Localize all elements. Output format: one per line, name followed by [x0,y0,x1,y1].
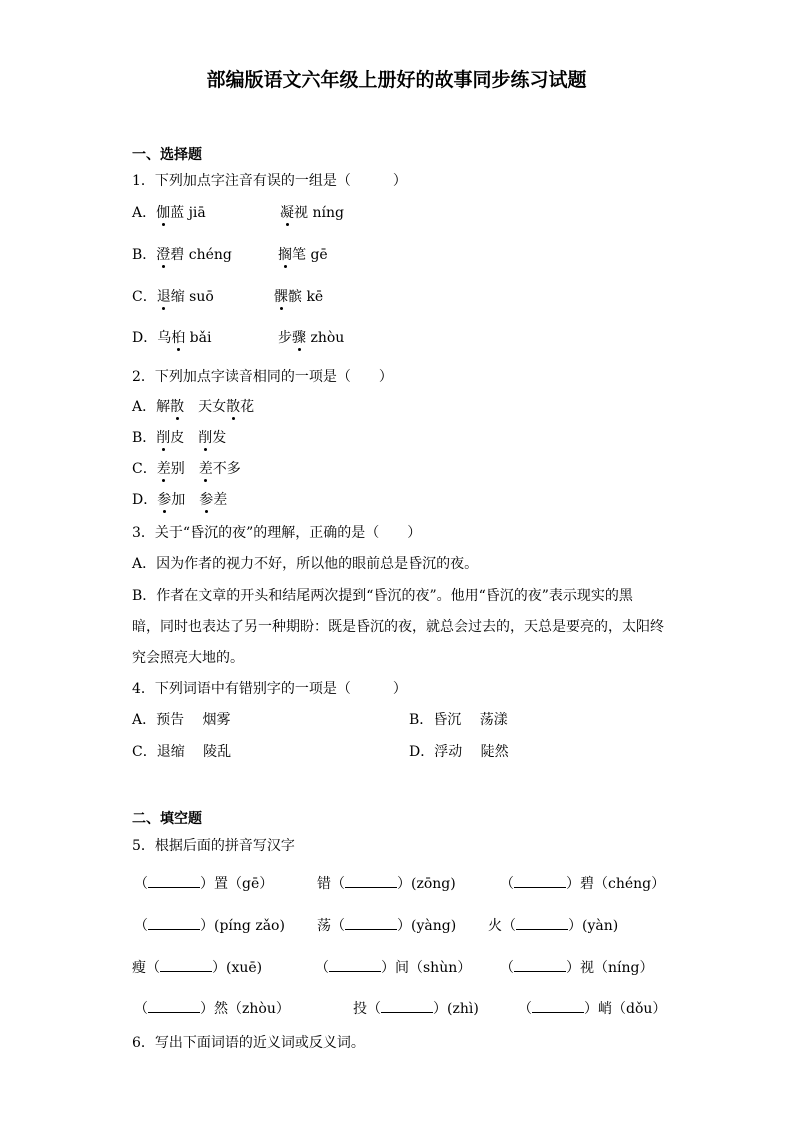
pinyin-item: （ ）(píng zǎo) [134,914,285,936]
dotted-char: 伽 [156,205,171,221]
dotted-char: 差 [198,461,213,477]
pinyin-item: 瘦（ ）(xuē) [132,956,262,978]
question-3-stem: 3．关于“昏沉的夜”的理解，正确的是（ ） [132,525,422,541]
pinyin-item: 投（ ）(zhì) [353,997,479,1019]
answer-blank[interactable] [516,914,568,930]
q4-option-b: B．昏沉 荡漾 [409,712,508,728]
word-part: 不多 [212,461,241,477]
dotted-char: 澄 [156,247,171,263]
word-part: 缩 suō [170,289,214,305]
word-part: 发 [212,430,227,446]
dotted-char: 参 [157,492,172,508]
page-title: 部编版语文六年级上册好的故事同步练习试题 [206,69,587,91]
word-part: 碧 chéng [170,247,232,263]
word-part: 加 [171,492,186,508]
q2-option-a [132,397,254,417]
q2-option-d [132,490,227,510]
option-label: B． [132,430,157,446]
word-part: 笔 gē [292,247,328,263]
word-part: 髌 kē [288,289,324,305]
option-label: B． [132,247,157,263]
word-part: 步 [278,330,292,346]
q1-option-c-word2 [274,287,323,307]
q2-option-c [132,459,241,479]
question-6-stem: 6．写出下面词语的近义词或反义词。 [132,1035,365,1051]
word-part: 皮 [170,430,185,446]
word-part: 视 níng [294,205,344,221]
pinyin-item: （ ）视（níng） [500,956,653,978]
answer-blank[interactable] [532,997,584,1013]
q3-option-b-line2: 暗，同时也表达了另一种期盼：既是昏沉的夜，就总会过去的，天总是要亮的，太阳终 [132,619,664,635]
dotted-char: 骤 [292,330,306,346]
option-label: D． [132,330,158,346]
word-part: 乌 [157,330,172,346]
option-label: A． [132,399,157,415]
option-label: C． [132,289,157,305]
dotted-char: 凝 [280,205,294,221]
answer-blank[interactable] [160,956,212,972]
q1-option-b-word2 [278,245,328,265]
option-label: C． [132,461,157,477]
q3-option-b-line3: 究会照亮大地的。 [132,650,244,666]
dotted-char: 髁 [274,289,288,305]
q1-option-c [132,287,214,307]
word-part: 天女 [198,399,227,415]
pinyin-item: （ ）峭（dǒu） [518,997,666,1019]
answer-blank[interactable] [148,914,200,930]
answer-blank[interactable] [148,872,200,888]
q1-option-b [132,245,232,265]
question-1-stem: 1．下列加点字注音有误的一组是（ ） [132,173,407,189]
answer-blank[interactable] [514,956,566,972]
word-part: 花 [240,399,255,415]
pinyin-item: 错（ ）(zōng) [317,872,456,894]
pinyin-item: （ ）碧（chéng） [500,872,665,894]
dotted-char: 散 [170,399,185,415]
question-5-stem: 5．根据后面的拼音写汉字 [132,838,295,854]
q4-option-d: D．浮动 陡然 [409,744,509,760]
answer-blank[interactable] [329,956,381,972]
q1-option-a-word2 [280,203,344,223]
word-part: bǎi [185,330,212,346]
q2-option-b [132,428,226,448]
q3-option-b-line1: B．作者在文章的开头和结尾两次提到“昏沉的夜”。他用“昏沉的夜”表示现实的黑 [132,588,633,604]
word-part: zhòu [306,330,345,346]
dotted-char: 削 [156,430,171,446]
section-title-fill: 二、填空题 [132,811,202,827]
option-label: D． [132,492,158,508]
answer-blank[interactable] [345,872,397,888]
question-4-stem: 4．下列词语中有错别字的一项是（ ） [132,681,407,697]
dotted-char: 退 [156,289,171,305]
dotted-char: 搁 [278,247,292,263]
section-title-choice: 一、选择题 [132,147,202,163]
q4-option-c: C．退缩 陵乱 [132,744,232,760]
q1-option-a [132,203,206,223]
question-2-stem: 2．下列加点字读音相同的一项是（ ） [132,369,393,385]
pinyin-item: 火（ ）(yàn) [488,914,618,936]
answer-blank[interactable] [514,872,566,888]
pinyin-item: （ ）置（gē） [134,872,273,894]
q1-option-d-word2 [278,328,344,348]
q4-option-a: A．预告 烟雾 [132,712,231,728]
pinyin-item: 荡（ ）(yàng) [317,914,456,936]
dotted-char: 散 [226,399,241,415]
word-part: 蓝 jiā [170,205,206,221]
answer-blank[interactable] [381,997,433,1013]
dotted-char: 桕 [171,330,186,346]
pinyin-item: （ ）间（shùn） [315,956,471,978]
dotted-char: 参 [199,492,214,508]
q3-option-a: A．因为作者的视力不好，所以他的眼前总是昏沉的夜。 [132,556,479,572]
answer-blank[interactable] [148,997,200,1013]
dotted-char: 差 [156,461,171,477]
word-part: 差 [213,492,228,508]
dotted-char: 削 [198,430,213,446]
word-part: 解 [156,399,171,415]
option-label: A． [132,205,157,221]
pinyin-item: （ ）然（zhòu） [134,997,290,1019]
q1-option-d [132,328,211,348]
answer-blank[interactable] [345,914,397,930]
word-part: 别 [170,461,185,477]
